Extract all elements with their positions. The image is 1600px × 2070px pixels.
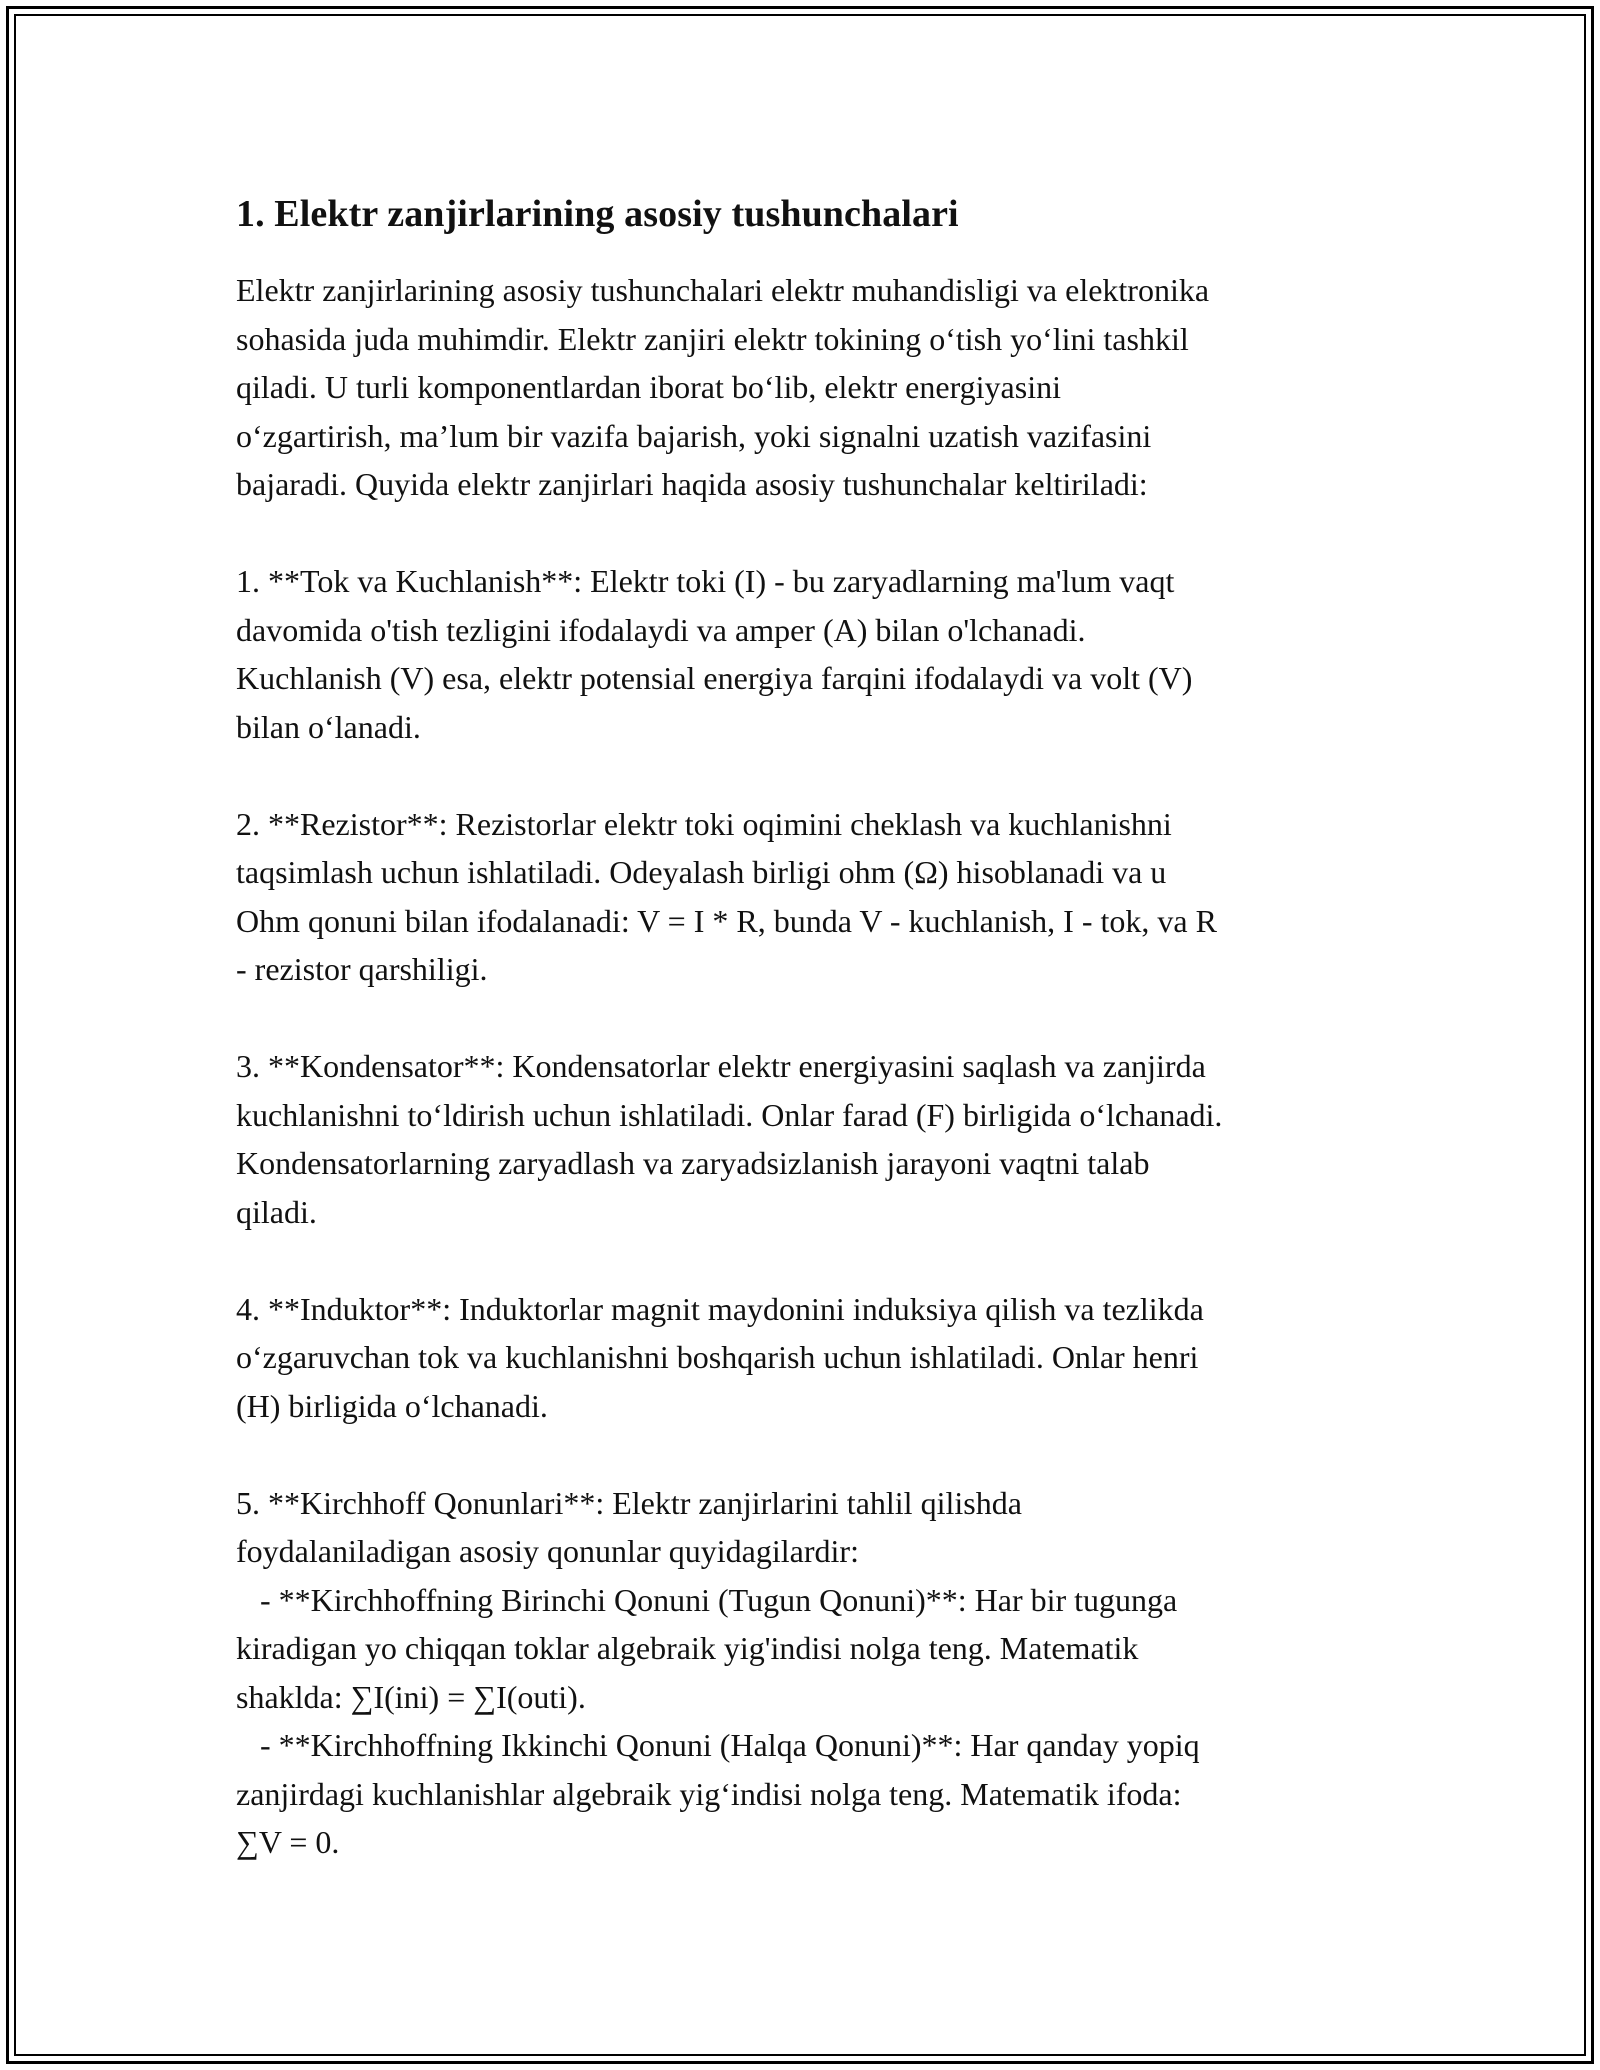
document-body — [236, 190, 1376, 1867]
text-line: (H) birligida o‘lchanadi. — [236, 1387, 548, 1424]
text-line: shaklda: ∑I(ini) = ∑I(outi). — [236, 1678, 586, 1715]
text-line: davomida o'tish tezligini ifodalaydi va amper (A) bilan o'lchanadi. — [236, 611, 1086, 648]
text-line: kuchlanishni to‘ldirish uchun ishlatiladi. Onlar farad (F) birligida o‘lchanadi. — [236, 1096, 1223, 1133]
text-line: 2. **Rezistor**: Rezistorlar elektr toki oqimini cheklash va kuchlanishni — [236, 805, 1172, 842]
text-line: kiradigan yo chiqqan toklar algebraik yig'indisi nolga teng. Matematik — [236, 1630, 1139, 1666]
text-line: ∑V = 0. — [236, 1824, 340, 1860]
sub-item-line: - **Kirchhoffning Ikkinchi Qonuni (Halqa Qonuni)**: Har qanday yopiq — [236, 1727, 1200, 1763]
text-line: o‘zgartirish, ma’lum bir vazifa bajarish, yoki signalni uzatish vazifasini — [236, 417, 1152, 454]
text-line: zanjirdagi kuchlanishlar algebraik yig‘indisi nolga teng. Matematik ifoda: — [236, 1775, 1182, 1812]
list-item-tok-kuchlanish — [236, 557, 1376, 751]
list-item-rezistor — [236, 800, 1376, 994]
list-item-induktor — [236, 1285, 1376, 1431]
text-line: 1. **Tok va Kuchlanish**: Elektr toki (I) - bu zaryadlarning ma'lum vaqt — [236, 563, 1175, 599]
sub-item-line: - **Kirchhoffning Birinchi Qonuni (Tugun Qonuni)**: Har bir tugunga — [236, 1581, 1178, 1618]
text-line: o‘zgaruvchan tok va kuchlanishni boshqarish uchun ishlatiladi. Onlar henri — [236, 1339, 1199, 1375]
intro-paragraph — [236, 266, 1376, 509]
text-line: bajaradi. Quyida elektr zanjirlari haqida asosiy tushunchalar keltiriladi: — [236, 466, 1148, 502]
text-line: taqsimlash uchun ishlatiladi. Odeyalash birligi ohm (Ω) hisoblanadi va u — [236, 854, 1167, 890]
list-item-kondensator — [236, 1042, 1376, 1236]
text-line: 3. **Kondensator**: Kondensatorlar elektr energiyasini saqlash va zanjirda — [236, 1048, 1206, 1084]
section-heading: 1. Elektr zanjirlarining asosiy tushunchalari — [236, 193, 959, 235]
text-line: bilan o‘lanadi. — [236, 708, 421, 745]
text-line: sohasida juda muhimdir. Elektr zanjiri elektr tokining o‘tish yo‘lini tashkil — [236, 320, 1189, 357]
text-line: 4. **Induktor**: Induktorlar magnit maydonini induksiya qilish va tezlikda — [236, 1290, 1204, 1327]
text-line: Kondensatorlarning zaryadlash va zaryadsizlanish jarayoni vaqtni talab — [236, 1145, 1150, 1181]
text-line: Ohm qonuni bilan ifodalanadi: V = I * R, bunda V - kuchlanish, I - tok, va R — [236, 902, 1217, 939]
text-line: foydalaniladigan asosiy qonunlar quyidagilardir: — [236, 1533, 859, 1569]
text-line: - rezistor qarshiligi. — [236, 951, 488, 987]
text-line: 5. **Kirchhoff Qonunlari**: Elektr zanjirlarini tahlil qilishda — [236, 1484, 1022, 1521]
list-item-kirchhoff — [236, 1479, 1376, 1867]
text-line: qiladi. U turli komponentlardan iborat bo‘lib, elektr energiyasini — [236, 369, 1061, 405]
text-line: qiladi. — [236, 1193, 317, 1230]
text-line: Elektr zanjirlarining asosiy tushunchalari elektr muhandisligi va elektronika — [236, 272, 1210, 308]
text-line: Kuchlanish (V) esa, elektr potensial energiya farqini ifodalaydi va volt (V) — [236, 660, 1193, 696]
